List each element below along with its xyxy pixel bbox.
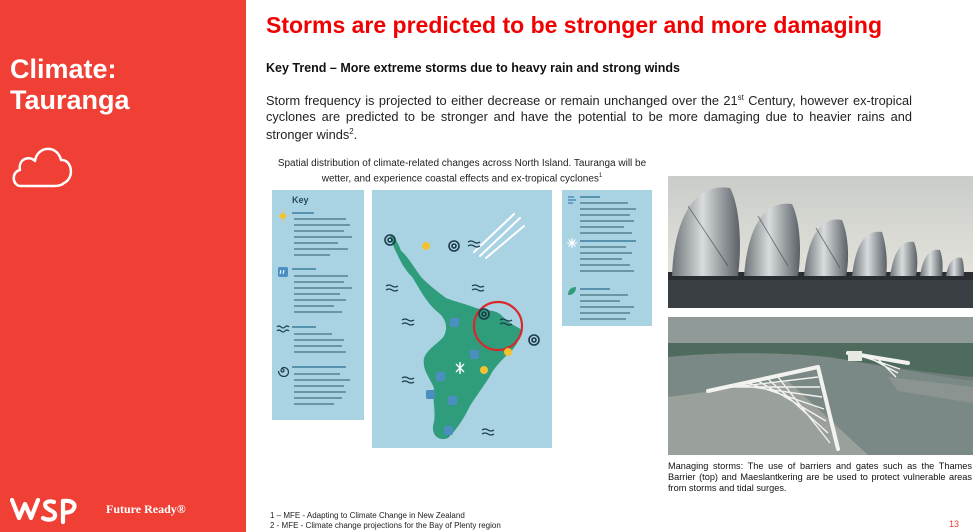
- key-text-line: [294, 275, 348, 277]
- map-legend-right-panel: [562, 190, 652, 326]
- leaf-icon: [567, 286, 577, 296]
- key-text-line: [294, 397, 342, 399]
- sun-icon: [277, 210, 289, 222]
- sidebar: [0, 0, 246, 532]
- key-text-line: [294, 339, 344, 341]
- legend-text-line: [580, 246, 626, 248]
- brand-row: [10, 492, 186, 526]
- photo-caption: Managing storms: The use of barriers and gates such as the Thames Barrier (top) and Maeslantkering are be used to protect vulnerable areas from storms and tidal surges.: [668, 461, 972, 493]
- key-text-line: [294, 385, 344, 387]
- key-text-line: [294, 299, 346, 301]
- paragraph-text-2: Century, however ex-tropical cyclones are predicted to be stronger and have the potential to be more damaging due to heavier rains and stronger winds: [266, 93, 913, 142]
- paragraph-sup-2: 2: [349, 127, 354, 136]
- legend-text-line: [580, 232, 632, 234]
- key-text-line: [292, 326, 316, 328]
- legend-text-line: [580, 312, 630, 314]
- legend-text-line: [580, 288, 610, 290]
- key-text-line: [294, 333, 332, 335]
- map-caption-text: Spatial distribution of climate-related changes across North Island. Tauranga will be wetter, and experience coastal effects and ex-tropical cyclones: [277, 158, 647, 185]
- map-caption-sup: 1: [598, 173, 603, 179]
- key-text-line: [294, 287, 352, 289]
- wave-icon: [276, 324, 290, 334]
- legend-text-line: [580, 214, 630, 216]
- maeslantkering-illustration: [668, 317, 973, 455]
- key-text-line: [294, 293, 340, 295]
- key-text-line: [294, 403, 334, 405]
- page-number: 13: [949, 519, 960, 529]
- body-paragraph: [266, 90, 912, 143]
- paragraph-text-1: Storm frequency is projected to either decrease or remain unchanged over the 21: [266, 93, 738, 108]
- tagline: Future Ready®: [106, 501, 186, 516]
- map-caption: [262, 158, 662, 185]
- key-heading: Key: [292, 195, 309, 205]
- section-title-line2: Tauranga: [10, 85, 130, 115]
- legend-text-line: [580, 208, 636, 210]
- maeslantkering-photo: [668, 317, 973, 455]
- key-text-line: [294, 373, 340, 375]
- legend-text-line: [580, 226, 624, 228]
- northland-peninsula: [390, 234, 416, 280]
- key-text-line: [292, 366, 346, 368]
- wind-icon-group: [474, 214, 524, 258]
- key-text-line: [294, 236, 352, 238]
- wsp-logo: [10, 492, 82, 526]
- paragraph-sup-1: st: [737, 93, 744, 102]
- section-title-line1: Climate:: [10, 54, 117, 84]
- legend-text-line: [580, 300, 620, 302]
- section-title: [10, 54, 130, 116]
- key-text-line: [294, 305, 334, 307]
- north-island-map: [372, 190, 552, 448]
- cyclone-icon: [276, 364, 289, 377]
- legend-text-line: [580, 270, 634, 272]
- thames-barrier-photo: [668, 176, 973, 308]
- key-text-line: [294, 248, 348, 250]
- key-trend: Key Trend – More extreme storms due to heavy rain and strong winds: [266, 61, 681, 75]
- key-text-line: [292, 268, 316, 270]
- key-text-line: [294, 254, 330, 256]
- key-text-line: [294, 224, 350, 226]
- legend-text-line: [580, 196, 600, 198]
- key-text-line: [294, 218, 346, 220]
- map-key-panel: [272, 190, 364, 420]
- key-text-line: [294, 391, 346, 393]
- key-text-line: [294, 311, 342, 313]
- legend-text-line: [580, 306, 634, 308]
- legend-text-line: [580, 264, 630, 266]
- legend-text-line: [580, 240, 636, 242]
- page-title: Storms are predicted to be stronger and more damaging: [266, 12, 883, 38]
- legend-text-line: [580, 252, 632, 254]
- legend-text-line: [580, 294, 628, 296]
- cloud-icon: [9, 134, 77, 198]
- snowflake-icon: [567, 238, 577, 248]
- key-text-line: [294, 242, 338, 244]
- paragraph-text-3: .: [353, 127, 358, 142]
- wind-icon: [567, 194, 577, 204]
- legend-text-line: [580, 220, 634, 222]
- legend-text-line: [580, 318, 626, 320]
- footnotes: [270, 511, 501, 531]
- north-island-landmass: [400, 250, 522, 439]
- key-text-line: [294, 345, 342, 347]
- thames-barrier-illustration: [668, 176, 973, 308]
- footnote-1: 1 – MFE - Adapting to Climate Change in New Zealand: [270, 511, 465, 520]
- key-text-line: [294, 281, 344, 283]
- map-illustration: [372, 190, 552, 448]
- key-text-line: [294, 230, 344, 232]
- key-text-line: [294, 379, 350, 381]
- rain-cloud-icon: [277, 266, 289, 278]
- legend-text-line: [580, 258, 622, 260]
- key-text-line: [292, 212, 314, 214]
- legend-text-line: [580, 202, 628, 204]
- footnote-2: 2 - MFE - Climate change projections for the Bay of Plenty region: [270, 521, 501, 530]
- key-text-line: [294, 351, 346, 353]
